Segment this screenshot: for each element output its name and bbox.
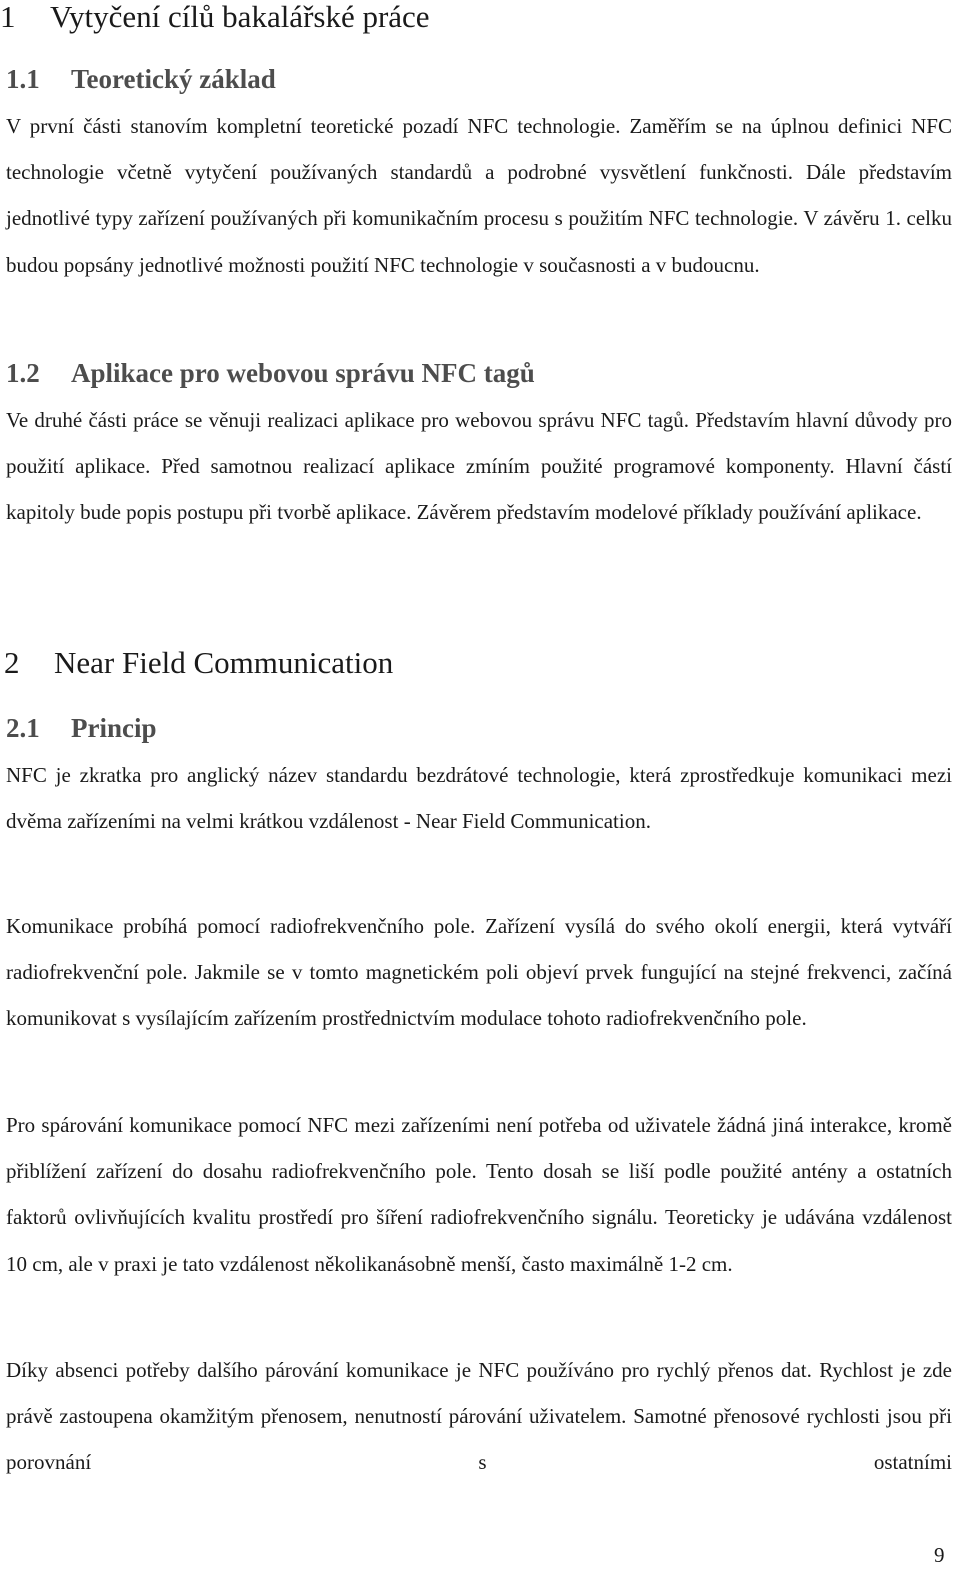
section-2-1-heading [6, 712, 157, 744]
page-number: 9 [934, 1543, 945, 1567]
section-number: 2.1 [6, 713, 40, 743]
section-title: Teoretický základ [71, 64, 276, 94]
chapter-number: 2 [4, 645, 20, 680]
section-number: 1.1 [6, 64, 40, 94]
section-1-2-heading [6, 357, 535, 389]
section-title: Princip [71, 713, 157, 743]
paragraph: NFC je zkratka pro anglický název standardu bezdrátové technologie, která zprostředkuje komunikaci mezi dvěma zařízeními na velmi krátkou vzdálenost - Near Field Communication. [6, 763, 952, 834]
section-title: Aplikace pro webovou správu NFC tagů [71, 358, 535, 388]
chapter-2-heading [4, 646, 393, 680]
chapter-1-heading [0, 0, 430, 34]
paragraph: V první části stanovím kompletní teoretické pozadí NFC technologie. Zaměřím se na úplnou definici NFC technologie včetně vytyčení používaných standardů a podrobné vysvětlení funkčnosti. Dále představím jednotlivé typy zařízení používaných při komunikačním procesu s použitím NFC technologie. V závěru 1. celku budou popsány jednotlivé možnosti použití NFC technologie v současnosti a v budoucnu. [6, 114, 952, 277]
section-number: 1.2 [6, 358, 40, 388]
chapter-number: 1 [0, 0, 16, 34]
paragraph: Díky absenci potřeby dalšího párování komunikace je NFC používáno pro rychlý přenos dat. Rychlost je zde právě zastoupena okamžitým přenosem, nenutností párování uživatelem. Samotné přenosové rychlosti jsou při porovnání s ostatními [6, 1358, 952, 1475]
paragraph: Ve druhé části práce se věnuji realizaci aplikace pro webovou správu NFC tagů. Představím hlavní důvody pro použití aplikace. Před samotnou realizací aplikace zmíním použité programové komponenty. Hlavní částí kapitoly bude popis postupu při tvorbě aplikace. Závěrem představím modelové příklady používání aplikace. [6, 408, 952, 525]
chapter-title: Near Field Communication [54, 645, 394, 680]
paragraph: Komunikace probíhá pomocí radiofrekvenčního pole. Zařízení vysílá do svého okolí energii, která vytváří radiofrekvenční pole. Jakmile se v tomto magnetickém poli objeví prvek fungující na stejné frekvenci, začíná komunikovat s vysílajícím zařízením prostřednictvím modulace tohoto radiofrekvenčního pole. [6, 914, 952, 1031]
chapter-title: Vytyčení cílů bakalářské práce [50, 0, 430, 34]
section-1-1-heading [6, 63, 276, 95]
paragraph: Pro spárování komunikace pomocí NFC mezi zařízeními není potřeba od uživatele žádná jiná interakce, kromě přiblížení zařízení do dosahu radiofrekvenčního pole. Tento dosah se liší podle použité antény a ostatních faktorů ovlivňujících kvalitu prostředí pro šíření radiofrekvenčního signálu. Teoreticky je udávána vzdálenost 10 cm, ale v praxi je tato vzdálenost několikanásobně menší, často maximálně 1-2 cm. [6, 1113, 952, 1276]
